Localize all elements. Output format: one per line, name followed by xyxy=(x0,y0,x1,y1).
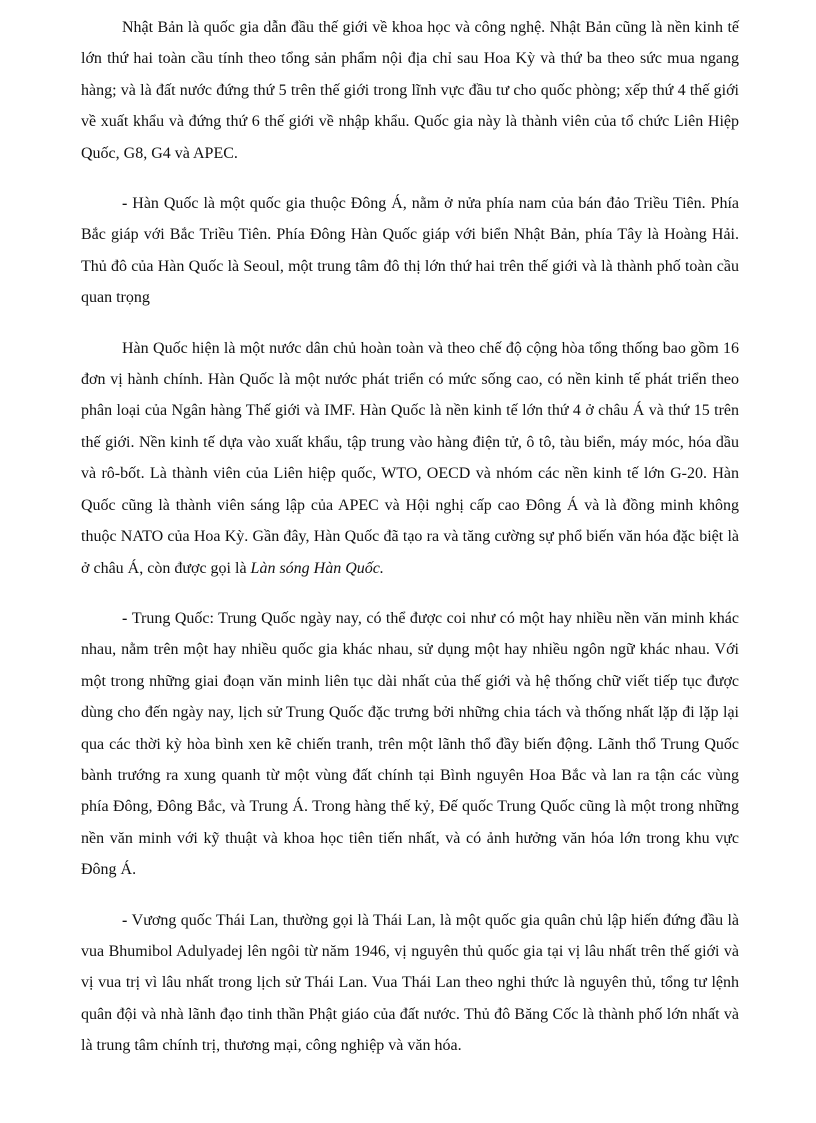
paragraph-korea-intro xyxy=(81,188,739,314)
paragraph-spacer xyxy=(81,584,739,603)
paragraph-japan xyxy=(81,12,739,169)
paragraph-dash: - xyxy=(122,911,132,929)
paragraph-spacer xyxy=(81,314,739,333)
paragraph-text: Hàn Quốc là một quốc gia thuộc Đông Á, nằm ở nửa phía nam của bán đảo Triều Tiên. Phía Bắc giáp với Bắc Triều Tiên. Phía Đông Hàn Quốc giáp với biển Nhật Bản, phía Tây là Hoàng Hải. Thủ đô của Hàn Quốc là Seoul, một trung tâm đô thị lớn thứ hai trên thế giới và là thành phố toàn cầu quan trọng xyxy=(81,195,740,307)
paragraph-thailand xyxy=(81,905,739,1062)
paragraph-spacer xyxy=(81,169,739,188)
paragraph-italic: Làn sóng Hàn Quốc. xyxy=(250,559,384,577)
paragraph-dash: - xyxy=(122,195,133,213)
paragraph-text: Trung Quốc: Trung Quốc ngày nay, có thể được coi như có một hay nhiều nền văn minh khác nhau, nằm trên một hay nhiều quốc gia khác nhau, sử dụng một hay nhiều ngôn ngữ khác nhau. Với một trong những giai đoạn văn minh liên tục dài nhất của thế giới và hệ thống chữ viết tiếp tục được dùng cho đến ngày nay, lịch sử Trung Quốc đặc trưng bởi những chia tách và thống nhất lặp đi lặp lại qua các thời kỳ hòa bình xen kẽ chiến tranh, trên một lãnh thổ đầy biến động. Lãnh thổ Trung Quốc bành trướng ra xung quanh từ một vùng đất chính tại Bình nguyên Hoa Bắc và lan ra tận các vùng phía Đông, Đông Bắc, và Trung Á. Trong hàng thế kỷ, Đế quốc Trung Quốc cũng là một trong những nền văn minh với kỹ thuật và khoa học tiên tiến nhất, và có ảnh hưởng văn hóa lớn trong khu vực Đông Á. xyxy=(81,609,740,879)
paragraph-text: Nhật Bản là quốc gia dẫn đầu thế giới về khoa học và công nghệ. Nhật Bản cũng là nền kinh tế lớn thứ hai toàn cầu tính theo tổng sản phẩm nội địa chỉ sau Hoa Kỳ và thứ ba theo sức mua ngang hàng; và là đất nước đứng thứ 5 trên thế giới trong lĩnh vực đầu tư cho quốc phòng; xếp thứ 4 thế giới về xuất khẩu và đứng thứ 6 thế giới về nhập khẩu. Quốc gia này là thành viên của tổ chức Liên Hiệp Quốc, G8, G4 và APEC. xyxy=(81,19,739,162)
paragraph-text: Hàn Quốc hiện là một nước dân chủ hoàn toàn và theo chế độ cộng hòa tổng thống bao gồm 16 đơn vị hành chính. Hàn Quốc là một nước phát triển có mức sống cao, có nền kinh tế phát triển theo phân loại của Ngân hàng Thế giới và IMF. Hàn Quốc là nền kinh tế lớn thứ 4 ở châu Á và thứ 15 trên thế giới. Nền kinh tế dựa vào xuất khẩu, tập trung vào hàng điện tử, ô tô, tàu biển, máy móc, hóa dầu và rô-bốt. Là thành viên của Liên hiệp quốc, WTO, OECD và nhóm các nền kinh tế lớn G-20. Hàn Quốc cũng là thành viên sáng lập của APEC và Hội nghị cấp cao Đông Á và là đồng minh không thuộc NATO của Hoa Kỳ. Gần đây, Hàn Quốc đã tạo ra và tăng cường sự phổ biến văn hóa đặc biệt là ở châu Á, còn được gọi là xyxy=(81,339,739,577)
document-page xyxy=(81,0,739,1062)
paragraph-dash: - xyxy=(122,609,132,627)
paragraph-china xyxy=(81,603,739,886)
paragraph-text: Vương quốc Thái Lan, thường gọi là Thái Lan, là một quốc gia quân chủ lập hiến đứng đầu là vua Bhumibol Adulyadej lên ngôi từ năm 1946, vị nguyên thủ quốc gia tại vị lâu nhất trên thế giới và vị vua trị vì lâu nhất trong lịch sử Thái Lan. Vua Thái Lan theo nghi thức là nguyên thủ, tổng tư lệnh quân đội và nhà lãnh đạo tinh thần Phật giáo của đất nước. Thủ đô Băng Cốc là thành phố lớn nhất và là trung tâm chính trị, thương mại, công nghiệp và văn hóa. xyxy=(81,911,740,1055)
paragraph-korea-details xyxy=(81,333,739,584)
paragraph-spacer xyxy=(81,886,739,905)
